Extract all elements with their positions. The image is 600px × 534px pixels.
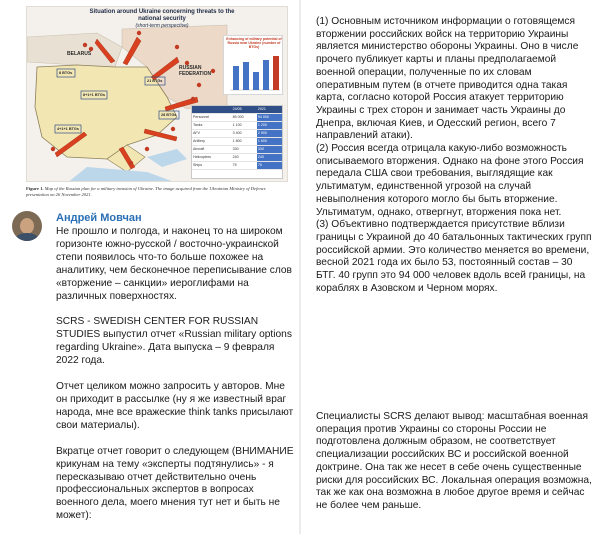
forces-table <box>191 105 283 179</box>
left-panel <box>0 0 299 534</box>
table-row: Artillery 1 800 1 600 <box>192 138 282 146</box>
post-paragraph: SCRS - SWEDISH CENTER FOR RUSSIAN STUDIES выпустил отчет «Russian military options regarding Ukraine». Дата выпуска – 9 февраля 2022 года. <box>56 316 292 367</box>
map-subtitle: (short-term perspective) <box>135 23 189 29</box>
map-title: Situation around Ukraine concerning threats to the national security <box>89 9 235 22</box>
table-row: Personnel 85 000 94 000 <box>192 114 282 122</box>
chart-title: Enhancing of military potential of Russia near Ukraine (number of BTGs) <box>226 37 282 49</box>
table-header: 24/05 2021 <box>192 106 282 114</box>
btg-chart <box>223 35 283 95</box>
invasion-map <box>26 6 288 182</box>
report-figure <box>26 6 288 206</box>
caption-text: Map of the Russian plan for a military invasion of Ukraine. The image acquired from the Ukrainian Ministry of Defence presentation on 26 November 2021. <box>26 186 266 197</box>
right-panel <box>301 0 600 534</box>
figure-caption <box>26 186 288 198</box>
post-paragraph: Отчет целиком можно запросить у авторов. Мне он приходит в рассылке (ну я же известный враг народа, мне все вражеские think tanks присылают свои материалы). <box>56 381 294 431</box>
label-russia: RUSSIAN FEDERATION <box>179 65 212 77</box>
label-btg-d: 8+1+1 BTGs <box>83 93 105 97</box>
table-row: Tanks 1 100 1 200 <box>192 122 282 130</box>
avatar[interactable] <box>12 211 42 241</box>
label-btg-c: 4+1+1 BTGs <box>57 127 79 131</box>
report-points: (1) Основным источником информации о готовящемся вторжении российских войск на территорию Украины является министерство обороны Украины. Оно в числе прочего публикует карты и планы предполагаемой военной операции, полученные по их словам оперативным путем (в отчете приводится одна такая карта, согласно которой Россия атакует территорию Украины с трех сторон и занимает часть Украины до Днепра, включая Киев, и Одесский регион, всего 7 направлений атаки). (2) Россия всегда отрицала какую-либо возможность описываемого вторжения. Однако на фоне этого Россия передала США свои требования, выглядящие как ультиматум, единственной угрозой на случай невыполнения которого могло бы быть вторжение. Ультиматум, однако, отвергнут, вторжения пока нет. (3) Объективно подтверждается присутствие вблизи границы с Украиной до 40 батальонных тактических групп российской армии. Это количество меняется во времени, весной 2021 года их было 53, постоянный состав – 30 БТГ. 40 групп это 94 000 человек вдоль всей границы, на кораблях в Азовском и Черном морях. <box>316 16 592 294</box>
avatar-face <box>20 218 34 234</box>
post-paragraph: Не прошло и полгода, и наконец то на широком горизонте южно-русской / восточно-украинской степи появилось что-то больше похожее на аналитику, чем бесконечное переписывание слов «вторжение – санкции» иероглифами на различных поверхностях. <box>56 226 292 302</box>
table-row: Helicopters 240 240 <box>192 154 282 162</box>
author-name[interactable]: Андрей Мовчан <box>56 212 142 224</box>
caption-label: Figure 1. <box>26 186 44 191</box>
table-row: Aircraft 330 330 <box>192 146 282 154</box>
report-conclusion: Специалисты SCRS делают вывод: масштабная военная операция против Украины со стороны России не подготовлена должным образом, не соответствует специализации российских ВС и российской военной доктрине. Она так же несет в себе очень существенные риски для российских ВС. Локальная операция возможна, так же как она возможна в любое другое время и сейчас не более чем раньше. <box>316 411 592 511</box>
table-row: AFV 3 400 2 900 <box>192 130 282 138</box>
label-btg-a: 8 BTGs <box>59 71 73 75</box>
label-btg-b: 21 BTGs <box>147 79 163 83</box>
table-row: Ships 75 75 <box>192 162 282 170</box>
post-paragraph: Вкратце отчет говорит о следующем (ВНИМАНИЕ крикунам на тему «эксперты подтянулись» - я пересказываю отчет действительно очень профессиональных экспертов в вопросах военного дела, моего мнения тут нет и быть не может): <box>56 445 294 522</box>
text-fade <box>301 322 600 344</box>
post-body <box>56 226 296 534</box>
chart-bars <box>224 36 284 96</box>
label-btg-e: 28 BTGs <box>161 113 177 117</box>
avatar-body <box>15 233 39 241</box>
label-belarus: BELARUS <box>67 51 92 57</box>
